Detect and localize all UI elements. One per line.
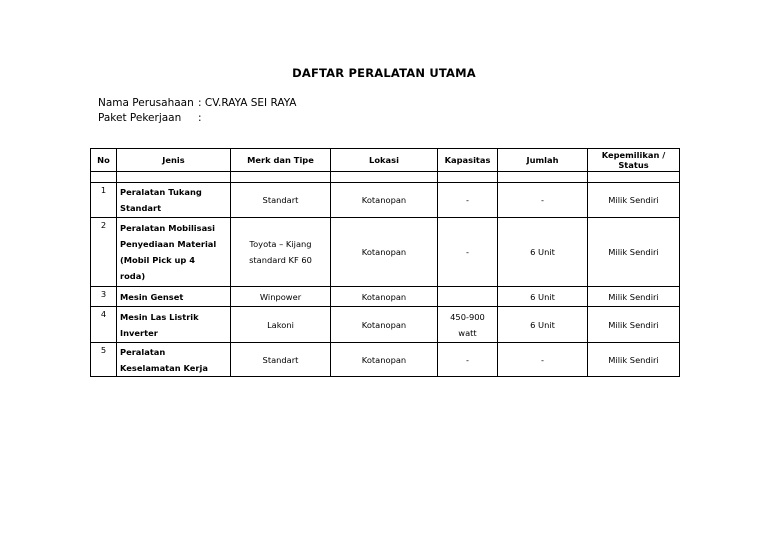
merk-cell-line: Lakoni [267,319,294,330]
kapasitas-cell [438,307,498,343]
kapasitas-cell-line: 450-900 [450,311,485,322]
jenis-cell-line: (Mobil Pick up 4 [120,255,196,265]
status-cell: Milik Sendiri [588,307,680,343]
spacer-cell [498,172,588,183]
no-cell: 2 [91,218,117,287]
jenis-cell [117,218,231,287]
jenis-cell-line: Penyediaan Material [120,239,217,249]
lokasi-cell: Kotanopan [331,287,438,307]
kapasitas-cell [438,287,498,307]
jenis-cell [117,287,231,307]
header-status [588,149,680,172]
lokasi-cell: Kotanopan [331,307,438,343]
jumlah-cell: 6 Unit [498,218,588,287]
header-status-line2: Status [618,160,649,170]
table-spacer-row [91,172,680,183]
table-row [91,287,680,307]
header-no: No [91,149,117,172]
jumlah-cell: - [498,183,588,218]
work-package-value: : [198,112,202,124]
status-cell: Milik Sendiri [588,287,680,307]
jenis-cell-line: Peralatan [120,346,166,357]
equipment-table [90,148,680,377]
no-cell: 1 [91,183,117,218]
status-cell: Milik Sendiri [588,183,680,218]
jumlah-cell: 6 Unit [498,287,588,307]
kapasitas-cell-line: - [466,247,469,257]
jenis-cell-line: roda) [120,271,146,281]
jenis-cell-line: Mesin Genset [120,291,184,302]
company-info [98,96,296,126]
jenis-cell-line: Keselamatan Kerja [120,362,208,373]
work-package-label: Paket Pekerjaan [98,112,182,124]
spacer-cell [117,172,231,183]
document-title: DAFTAR PERALATAN UTAMA [292,66,476,80]
kapasitas-cell [438,218,498,287]
jenis-cell [117,183,231,218]
jumlah-cell: - [498,343,588,377]
company-name-label: Nama Perusahaan [98,97,194,109]
header-kapasitas: Kapasitas [438,149,498,172]
header-lokasi: Lokasi [331,149,438,172]
merk-cell-line: Toyota – Kijang [249,239,312,249]
spacer-cell [438,172,498,183]
kapasitas-cell-line: watt [458,327,477,338]
header-merk: Merk dan Tipe [231,149,331,172]
header-status-line1: Kepemilikan / [601,150,666,160]
table-row [91,307,680,343]
kapasitas-cell [438,183,498,218]
jenis-cell-line: Peralatan Mobilisasi [120,223,215,233]
kapasitas-cell-line: - [466,354,469,365]
status-cell: Milik Sendiri [588,343,680,377]
spacer-cell [231,172,331,183]
no-cell: 3 [91,287,117,307]
jumlah-cell: 6 Unit [498,307,588,343]
lokasi-cell: Kotanopan [331,343,438,377]
merk-cell-line: Winpower [259,291,302,302]
merk-cell [231,307,331,343]
kapasitas-cell-line: - [466,195,469,205]
jenis-cell [117,343,231,377]
header-jenis: Jenis [117,149,231,172]
jenis-cell-line: Inverter [120,327,158,338]
spacer-cell [588,172,680,183]
company-name-value: : CV.RAYA SEI RAYA [198,97,297,109]
table-row [91,183,680,218]
jenis-cell-line: Standart [120,203,162,213]
table-row [91,218,680,287]
merk-cell-line: standard KF 60 [249,255,312,265]
spacer-cell [331,172,438,183]
no-cell: 4 [91,307,117,343]
lokasi-cell: Kotanopan [331,183,438,218]
company-name-row [98,96,296,111]
spacer-cell [91,172,117,183]
header-jumlah: Jumlah [498,149,588,172]
status-cell: Milik Sendiri [588,218,680,287]
jenis-cell-line: Peralatan Tukang [120,187,202,197]
merk-cell-line: Standart [262,195,299,205]
no-cell: 5 [91,343,117,377]
work-package-row [98,111,296,126]
merk-cell [231,218,331,287]
lokasi-cell: Kotanopan [331,218,438,287]
merk-cell [231,183,331,218]
table-header-row [91,149,680,172]
table-row [91,343,680,377]
merk-cell [231,287,331,307]
merk-cell [231,343,331,377]
jenis-cell [117,307,231,343]
merk-cell-line: Standart [262,354,299,365]
kapasitas-cell [438,343,498,377]
jenis-cell-line: Mesin Las Listrik [120,311,199,322]
